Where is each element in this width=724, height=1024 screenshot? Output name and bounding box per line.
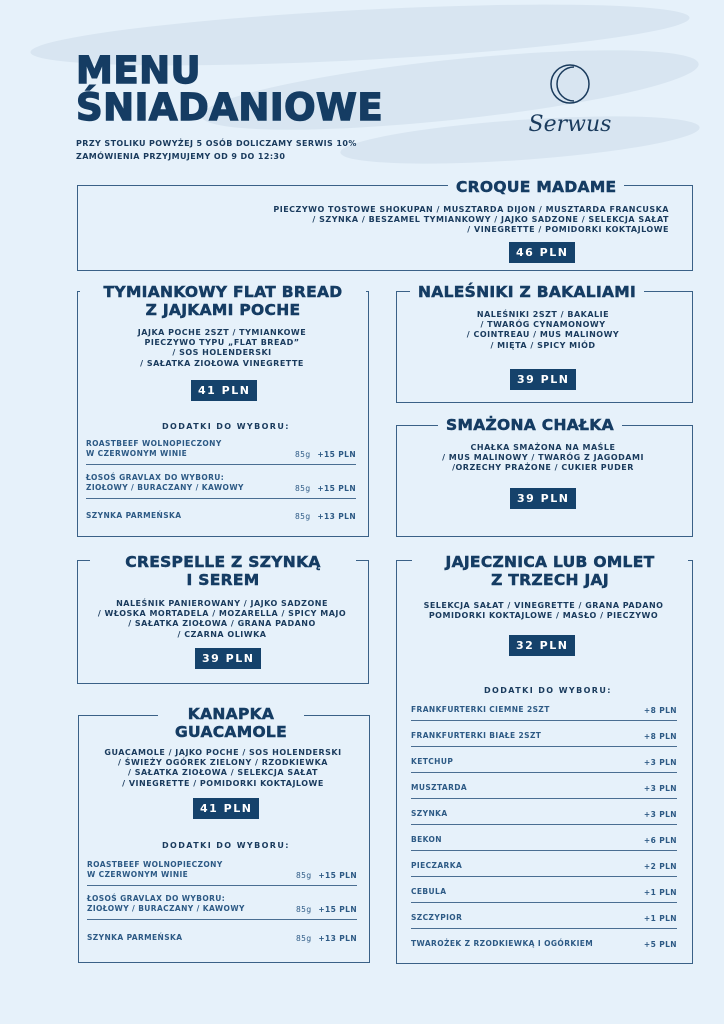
logo-text: Serwus: [528, 112, 612, 137]
addon-name: ŁOSOŚ GRAVLAX DO WYBORU: ZIOŁOWY / BURACZANY / KAWOWY: [86, 473, 244, 492]
addon-row: [87, 889, 357, 920]
addon-price: +1 PLN: [643, 888, 677, 897]
addon-row: [411, 700, 677, 721]
crespelle-price: 39 PLN: [195, 648, 261, 669]
crespelle-description: NALEŚNIK PANIEROWANY / JAJKO SADZONE / WŁOSKA MORTADELA / MOZARELLA / SPICY MAJO / SAŁATKA ZIOŁOWA / GRANA PADANO / CZARNA OLIWKA: [97, 599, 347, 639]
addon-name: ROASTBEEF WOLNOPIECZONY W CZERWONYM WINIE: [86, 439, 222, 458]
jajecznica-addons-title: DODATKI DO WYBORU:: [484, 686, 612, 695]
nalesniki-title: NALEŚNIKI Z BAKALIAMI: [410, 283, 644, 301]
addon-name: ROASTBEEF WOLNOPIECZONY W CZERWONYM WINIE: [87, 860, 223, 879]
addon-row: [411, 726, 677, 747]
page-title: [76, 49, 384, 129]
addon-name: BEKON: [411, 835, 442, 844]
jajecznica-title: JAJECZNICA LUB OMLET Z TRZECH JAJ: [412, 553, 688, 589]
addon-name: SZYNKA: [411, 809, 448, 818]
kanapka-price: 41 PLN: [193, 798, 259, 819]
addon-name: FRANKFURTERKI BIAŁE 2SZT: [411, 731, 542, 740]
service-note: PRZY STOLIKU POWYŻEJ 5 OSÓB DOLICZAMY SERWIS 10%: [76, 139, 357, 148]
addon-price: +3 PLN: [643, 784, 677, 793]
addon-price: +15 PLN: [317, 484, 356, 493]
flatbread-description: JAJKA POCHE 2SZT / TYMIANKOWE PIECZYWO TYPU „FLAT BREAD” / SOS HOLENDERSKI / SAŁATKA ZIOŁOWA VINEGRETTE: [137, 328, 307, 368]
jajecznica-description: SELEKCJA SAŁAT / VINEGRETTE / GRANA PADANO POMIDORKI KOKTAJLOWE / MASŁO / PIECZYWO: [423, 601, 664, 621]
chalka-title: SMAŻONA CHAŁKA: [438, 416, 622, 434]
addon-price: +13 PLN: [318, 934, 357, 943]
serwus-logo: [510, 62, 630, 137]
addon-row: [86, 434, 356, 465]
kanapka-addons-title: DODATKI DO WYBORU:: [162, 841, 290, 850]
title-line-2: ŚNIADANIOWE: [76, 86, 384, 129]
addon-price: +15 PLN: [317, 450, 356, 459]
addon-row: [87, 855, 357, 886]
addon-price: +6 PLN: [643, 836, 677, 845]
addon-price: +8 PLN: [643, 732, 677, 741]
addon-price: +15 PLN: [318, 871, 357, 880]
addon-price: +3 PLN: [643, 810, 677, 819]
addon-name: TWAROŻEK Z RZODKIEWKĄ I OGÓRKIEM: [411, 939, 594, 948]
addon-row: [86, 504, 356, 526]
addon-row: [411, 778, 677, 799]
addon-name: SZYNKA PARMEŃSKA: [86, 511, 182, 520]
addon-weight: 85g: [295, 484, 311, 493]
logo-moon-icon: [548, 62, 592, 106]
hours-note: ZAMÓWIENIA PRZYJMUJEMY OD 9 DO 12:30: [76, 152, 286, 161]
addon-weight: 85g: [295, 512, 311, 521]
flatbread-price: 41 PLN: [191, 380, 257, 401]
addon-row: [411, 908, 677, 929]
crespelle-title: CRESPELLE Z SZYNKĄ I SEREM: [90, 553, 356, 589]
nalesniki-price: 39 PLN: [510, 369, 576, 390]
flatbread-title: TYMIANKOWY FLAT BREAD Z JAJKAMI POCHE: [80, 283, 366, 319]
kanapka-title: KANAPKA GUACAMOLE: [158, 705, 304, 741]
chalka-price: 39 PLN: [510, 488, 576, 509]
addon-row: [411, 752, 677, 773]
croque-description: PIECZYWO TOSTOWE SHOKUPAN / MUSZTARDA DIJON / MUSZTARDA FRANCUSKA / SZYNKA / BESZAMEL TYMIANKOWY / JAJKO SADZONE / SELEKCJA SAŁAT / VINEGRETTE / POMIDORKI KOKTAJLOWE: [273, 205, 669, 235]
addon-price: +3 PLN: [643, 758, 677, 767]
croque-price: 46 PLN: [509, 242, 575, 263]
jajecznica-price: 32 PLN: [509, 635, 575, 656]
addon-name: SZCZYPIOR: [411, 913, 463, 922]
addon-price: +8 PLN: [643, 706, 677, 715]
addon-row: [87, 926, 357, 948]
addon-row: [411, 934, 677, 954]
addon-name: CEBULA: [411, 887, 447, 896]
addon-name: MUSZTARDA: [411, 783, 468, 792]
addon-name: ŁOSOŚ GRAVLAX DO WYBORU: ZIOŁOWY / BURACZANY / KAWOWY: [87, 894, 245, 913]
chalka-description: CHAŁKA SMAŻONA NA MAŚLE / MUS MALINOWY / TWARÓG Z JAGODAMI /ORZECHY PRAŻONE / CUKIER PUDER: [442, 443, 644, 473]
addon-name: KETCHUP: [411, 757, 454, 766]
addon-price: +2 PLN: [643, 862, 677, 871]
title-line-1: MENU: [76, 49, 202, 92]
addon-price: +1 PLN: [643, 914, 677, 923]
nalesniki-description: NALEŚNIKI 2SZT / BAKALIE / TWARÓG CYNAMONOWY / COINTREAU / MUS MALINOWY / MIĘTA / SPICY MIÓD: [466, 310, 620, 350]
addon-row: [411, 856, 677, 877]
croque-title: CROQUE MADAME: [448, 178, 624, 196]
addon-name: FRANKFURTERKI CIEMNE 2SZT: [411, 705, 550, 714]
addon-weight: 85g: [296, 934, 312, 943]
addon-price: +15 PLN: [318, 905, 357, 914]
addon-row: [411, 830, 677, 851]
addon-weight: 85g: [295, 450, 311, 459]
addon-name: SZYNKA PARMEŃSKA: [87, 933, 183, 942]
flatbread-addons-title: DODATKI DO WYBORU:: [162, 422, 290, 431]
kanapka-description: GUACAMOLE / JAJKO POCHE / SOS HOLENDERSKI / ŚWIEŻY OGÓREK ZIELONY / RZODKIEWKA / SAŁATKA ZIOŁOWA / SELEKCJA SAŁAT / VINEGRETTE / POMIDORKI KOKTAJLOWE: [104, 748, 342, 788]
addon-name: PIECZARKA: [411, 861, 463, 870]
addon-row: [86, 468, 356, 499]
chalka-section: [396, 425, 693, 537]
addon-price: +13 PLN: [317, 512, 356, 521]
addon-weight: 85g: [296, 871, 312, 880]
addon-price: +5 PLN: [643, 940, 677, 949]
addon-row: [411, 882, 677, 903]
addon-row: [411, 804, 677, 825]
addon-weight: 85g: [296, 905, 312, 914]
